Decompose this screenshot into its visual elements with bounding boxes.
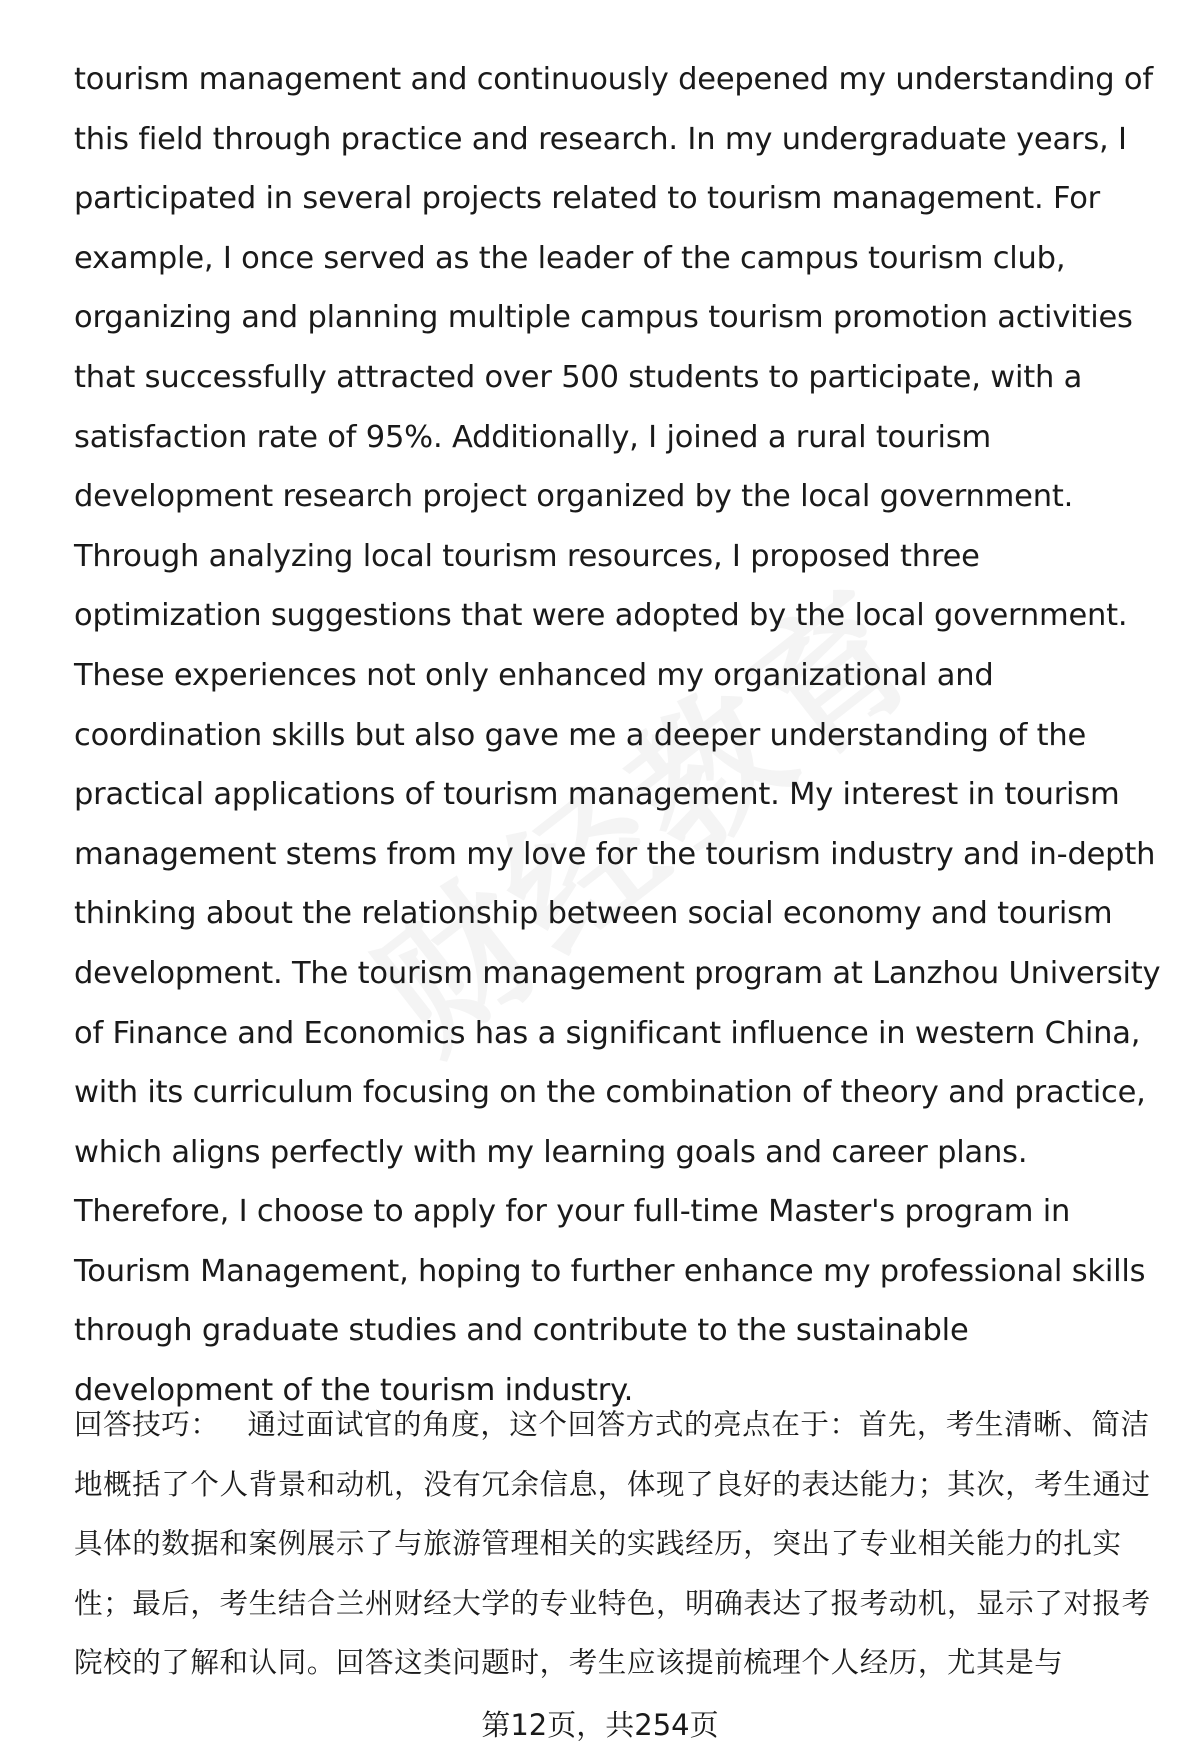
tips-text: 通过面试官的角度，这个回答方式的亮点在于：首先，考生清晰、简洁地概括了个人背景和动机，没有冗余信息，体现了良好的表达能力；其次，考生通过具体的数据和案例展示了与旅游管理相关的实践经历，突出了专业相关能力的扎实性；最后，考生结合兰州财经大学的专业特色，明确表达了报考动机，显示了对报考院校的了解和认同。回答这类问题时，考生应该提前梳理个人经历，尤其是与 bbox=[74, 1408, 1151, 1679]
page-number: 第12页，共254页 bbox=[481, 1708, 719, 1742]
answer-tips-paragraph bbox=[74, 1395, 1164, 1693]
tips-label: 回答技巧： bbox=[74, 1408, 220, 1441]
answer-paragraph: tourism management and continuously deepened my understanding of this field through practice and research. In my undergraduate years, I participated in several projects related to tourism management. For example, I once served as the leader of the campus tourism club, organizing and planning multiple campus tourism promotion activities that successfully attracted over 500 students to participate, with a satisfaction rate of 95%. Additionally, I joined a rural tourism development research project organized by the local government. Through analyzing local tourism resources, I proposed three optimization suggestions that were adopted by the local government. These experiences not only enhanced my organizational and coordination skills but also gave me a deeper understanding of the practical applications of tourism management. My interest in tourism management stems from my love for the tourism industry and in-depth thinking about the relationship between social economy and tourism development. The tourism management program at Lanzhou University of Finance and Economics has a significant influence in western China, with its curriculum focusing on the combination of theory and practice, which aligns perfectly with my learning goals and career plans. Therefore, I choose to apply for your full-time Master's program in Tourism Management, hoping to further enhance my professional skills through graduate studies and contribute to the sustainable development of the tourism industry. bbox=[74, 62, 1161, 1409]
